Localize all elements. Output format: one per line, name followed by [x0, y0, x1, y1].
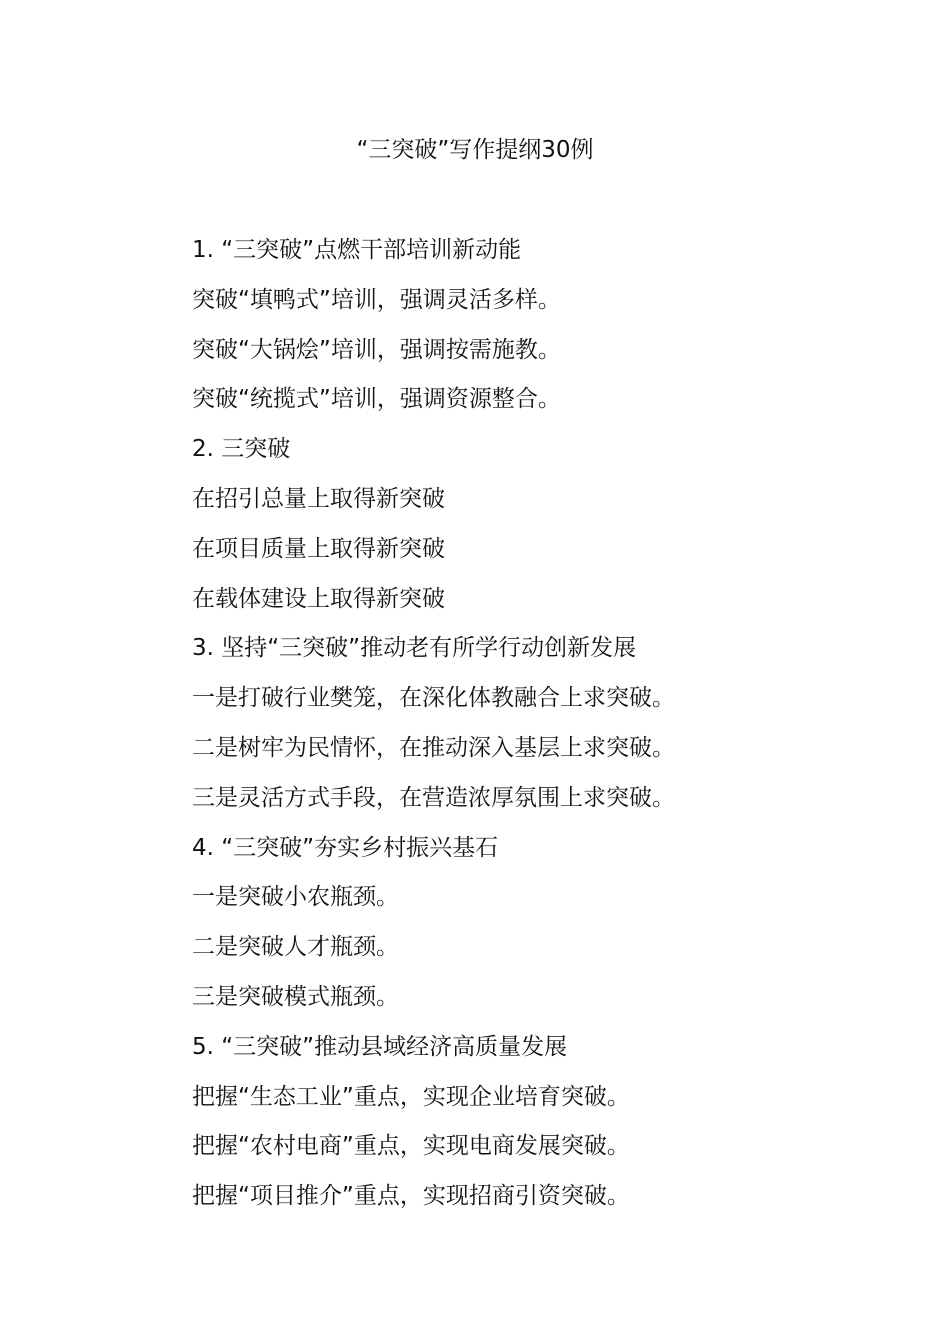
text-line: 在载体建设上取得新突破	[192, 585, 445, 612]
heading-3: 3. 坚持“三突破”推动老有所学行动创新发展	[192, 635, 637, 662]
heading-5: 5. “三突破”推动县域经济高质量发展	[192, 1033, 568, 1060]
text-line: 在项目质量上取得新突破	[192, 535, 445, 562]
document-body	[192, 233, 912, 1229]
text-line: 二是树牢为民情怀，在推动深入基层上求突破。	[192, 734, 675, 761]
text-line: 一是打破行业樊笼，在深化体教融合上求突破。	[192, 685, 675, 712]
text-line: 突破“统揽式”培训，强调资源整合。	[192, 386, 561, 413]
text-line: 一是突破小农瓶颈。	[192, 884, 399, 911]
heading-1: 1. “三突破”点燃干部培训新动能	[192, 237, 522, 263]
text-line: 把握“项目推介”重点，实现招商引资突破。	[192, 1183, 630, 1210]
text-line: 把握“生态工业”重点，实现企业培育突破。	[192, 1083, 630, 1110]
text-line: 突破“大锅烩”培训，强调按需施教。	[192, 336, 561, 363]
text-line: 三是灵活方式手段，在营造浓厚氛围上求突破。	[192, 784, 675, 811]
text-line: 在招引总量上取得新突破	[192, 485, 445, 512]
text-line: 二是突破人才瓶颈。	[192, 934, 399, 961]
heading-2: 2. 三突破	[192, 436, 291, 463]
text-line: 突破“填鸭式”培训，强调灵活多样。	[192, 286, 561, 313]
document-title: “三突破”写作提纲30例	[356, 137, 594, 163]
heading-4: 4. “三突破”夯实乡村振兴基石	[192, 834, 499, 861]
text-line: 三是突破模式瓶颈。	[192, 983, 399, 1010]
text-line: 把握“农村电商”重点，实现电商发展突破。	[192, 1133, 630, 1160]
